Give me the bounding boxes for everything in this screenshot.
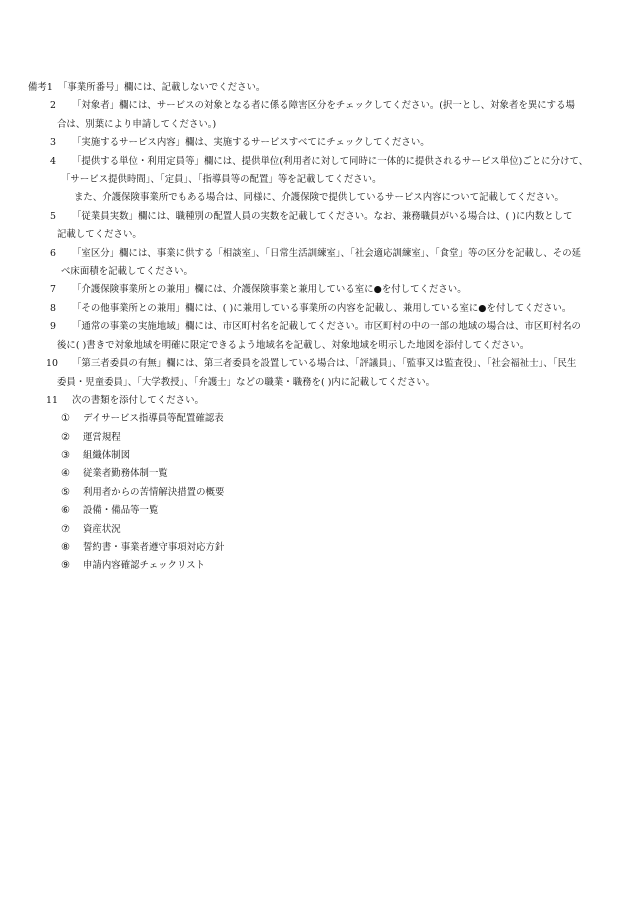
list-item: [61, 484, 610, 502]
attachment-name: デイサービス指導員等配置確認表: [83, 413, 224, 425]
remark-number: 5: [50, 210, 57, 222]
remark-text: 「提供する単位・利用定員等」欄には、提供単位(利用者に対して同時に一体的に提供されるサービス単位)ごとに分けて、: [72, 155, 589, 167]
attachment-name: 組織体制図: [83, 450, 131, 462]
remark-text: 「従業員実数」欄には、職種別の配置人員の実数を記載してください。なお、兼務職員がいる場合は、( )に内数として: [72, 210, 573, 222]
circled-number: ⑨: [61, 560, 71, 572]
list-item: [61, 557, 610, 575]
list-item: [61, 521, 610, 539]
list-item: [61, 465, 610, 483]
remark-continuation: 記載してください。: [57, 229, 142, 241]
list-item: [61, 410, 610, 428]
attachment-name: 資産状況: [83, 523, 121, 535]
attachment-list: [28, 410, 610, 576]
remark-item-3: [28, 134, 610, 152]
remark-text: 「対象者」欄には、サービスの対象となる者に係る障害区分をチェックしてください。(択一とし、対象者を異にする場: [72, 100, 575, 112]
remark-text: 「通常の事業の実施地域」欄には、市区町村名を記載してください。市区町村の中の一部の地域の場合は、市区町村名の: [72, 321, 581, 333]
circled-number: ④: [61, 468, 71, 480]
remark-item-7: [28, 281, 610, 299]
circled-number: ⑤: [61, 486, 71, 498]
remark-number: 4: [50, 155, 57, 167]
remark-text: 「実施するサービス内容」欄は、実施するサービスすべてにチェックしてください。: [72, 137, 430, 149]
attachment-name: 申請内容確認チェックリスト: [83, 560, 206, 572]
remark-number: 11: [46, 394, 59, 406]
remark-number: 8: [50, 302, 57, 314]
remark-item-6: [28, 245, 610, 263]
remarks-section: [28, 79, 610, 576]
remark-text: 「第三者委員の有無」欄には、第三者委員を設置している場合は、「評議員」、「監事又は監査役」、「社会福祉士」、「民生: [72, 358, 577, 370]
list-item: [61, 447, 610, 465]
remark-text: 次の書類を添付してください。: [72, 394, 204, 406]
remark-number: 6: [50, 247, 57, 259]
remark-continuation: 委員・児童委員」、「大学教授」、「弁護士」などの職業・職務を( )内に記載してください。: [57, 376, 436, 388]
remark-item-1: [28, 79, 610, 97]
remark-text: 「室区分」欄には、事業に供する「相談室」、「日常生活訓練室」、「社会適応訓練室」、「食堂」等の区分を記載し、その延: [72, 247, 582, 259]
remark-number: 3: [50, 137, 57, 149]
attachment-name: 利用者からの苦情解決措置の概要: [83, 486, 225, 498]
attachment-name: 設備・備品等一覧: [83, 505, 159, 517]
remark-continuation: べ床面積を記載してください。: [61, 266, 193, 278]
remark-item-10: [28, 355, 610, 373]
remark-item-8: [28, 300, 610, 318]
remark-text: 「介護保険事業所との兼用」欄には、介護保険事業と兼用している室に●を付してください。: [72, 284, 467, 296]
remark-item-9: [28, 318, 610, 336]
remark-continuation: 「サービス提供時間」、「定員」、「指導員等の配置」等を記載してください。: [61, 174, 382, 186]
remark-item-5: [28, 208, 610, 226]
remark-number: 9: [50, 321, 57, 333]
remark-text: 「その他事業所との兼用」欄には、( )に兼用している事業所の内容を記載し、兼用している室に●を付してください。: [72, 302, 572, 314]
remark-number: 10: [46, 358, 59, 370]
remarks-heading: 備考1: [28, 82, 53, 93]
remark-item-4: [28, 153, 610, 171]
remark-continuation: 合は、別葉により申請してください。): [57, 118, 217, 130]
circled-number: ⑥: [61, 505, 71, 517]
circled-number: ⑦: [61, 523, 71, 535]
list-item: [61, 429, 610, 447]
circled-number: ①: [61, 413, 71, 425]
circled-number: ③: [61, 450, 71, 462]
remark-continuation: また、介護保険事業所でもある場合は、同様に、介護保険で提供しているサービス内容について記載してください。: [74, 192, 564, 204]
remark-text: 「事業所番号」欄には、記載しないでください。: [58, 82, 266, 93]
remark-item-2: [28, 97, 610, 115]
remark-continuation: 後に( )書きで対象地域を明確に限定できるよう地域名を記載し、対象地域を明示した地図を添付してください。: [57, 339, 530, 351]
attachment-name: 従業者勤務体制一覧: [83, 468, 168, 480]
remark-number: 2: [50, 100, 57, 112]
circled-number: ⑧: [61, 542, 71, 554]
list-item: [61, 539, 610, 557]
list-item: [61, 502, 610, 520]
circled-number: ②: [61, 431, 71, 443]
attachment-name: 誓約書・事業者遵守事項対応方針: [83, 542, 225, 554]
remark-item-11: [28, 392, 610, 410]
attachment-name: 運営規程: [83, 431, 121, 443]
remark-number: 7: [50, 284, 57, 296]
